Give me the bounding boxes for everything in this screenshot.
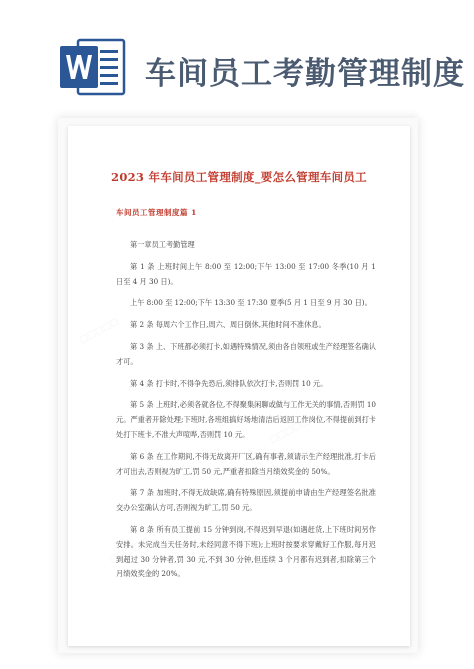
paragraph: 第 3 条 上、下班都必须打卡,如遇特殊情况,须由各自领班或生产经理签名确认才可。	[116, 341, 376, 366]
paragraph: 第 8 条 所有员工提前 15 分钟到岗,不得迟到早退(如遇赶货,上下班时间另作安排。未完成当天任务时,未经同意不得下班);上班时按要求穿戴好工作服,每月迟到超过 30 分钟者,罚 30 元,不到 30 分钟,但连续 3 个月都有迟到者,扣除第三个月绩效奖金的 20%。	[116, 524, 376, 579]
paragraph: 第 4 条 打卡时,不得争先恐后,须排队依次打卡,否则罚 10 元。	[130, 378, 328, 388]
paragraph: 第 1 条 上班时间上午 8:00 至 12:00;下午 13:00 至 17:00 冬季(10 月 1 日至 4 月 30 日)。	[116, 261, 376, 286]
paragraph: 第 6 条 在工作期间,不得无故离开厂区,确有事者,须请示生产经理批准,打卡后才可出去,否则视为旷工,罚 50 元,严重者扣除当月绩效奖金的 50%。	[116, 451, 376, 476]
banner-title: 车间员工考勤管理制度	[145, 56, 465, 92]
paragraph: 第一章员工考勤管理	[130, 240, 195, 249]
paragraph: 第 2 条 每周六个工作日,周六、周日倒休,其他时间不准休息。	[130, 320, 326, 330]
document-page	[68, 126, 410, 646]
paragraph: 第 7 条 加班时,不得无故缺席,确有特殊原因,须提前申请由生产经理签名批准交办公室确认方可,否则视为旷工,罚 50 元。	[116, 488, 376, 513]
document-title: 2023 年车间员工管理制度_要怎么管理车间员工	[111, 170, 367, 184]
paragraph: 上午 8:00 至 12:00;下午 13:30 至 17:30 夏季(5 月 1 日至 9 月 30 日)。	[130, 298, 372, 308]
paragraph: 第 5 条 上班时,必须各就各位,不得聚集闲聊或做与工作无关的事情,否则罚 10 元。严重者开除处理;下班时,各班组搞好场地清洁后返回工作岗位,不得提前到打卡处打下班卡,不准大声喧哗,否则罚 10 元。	[116, 400, 376, 439]
document-body	[116, 238, 376, 589]
watermark: □□□□□	[78, 316, 121, 346]
document-subtitle: 车间员工管理制度篇 1	[116, 208, 197, 217]
watermark: □□□□□	[268, 416, 311, 446]
watermark: □□□□□	[108, 536, 151, 566]
word-document-icon	[60, 36, 126, 98]
